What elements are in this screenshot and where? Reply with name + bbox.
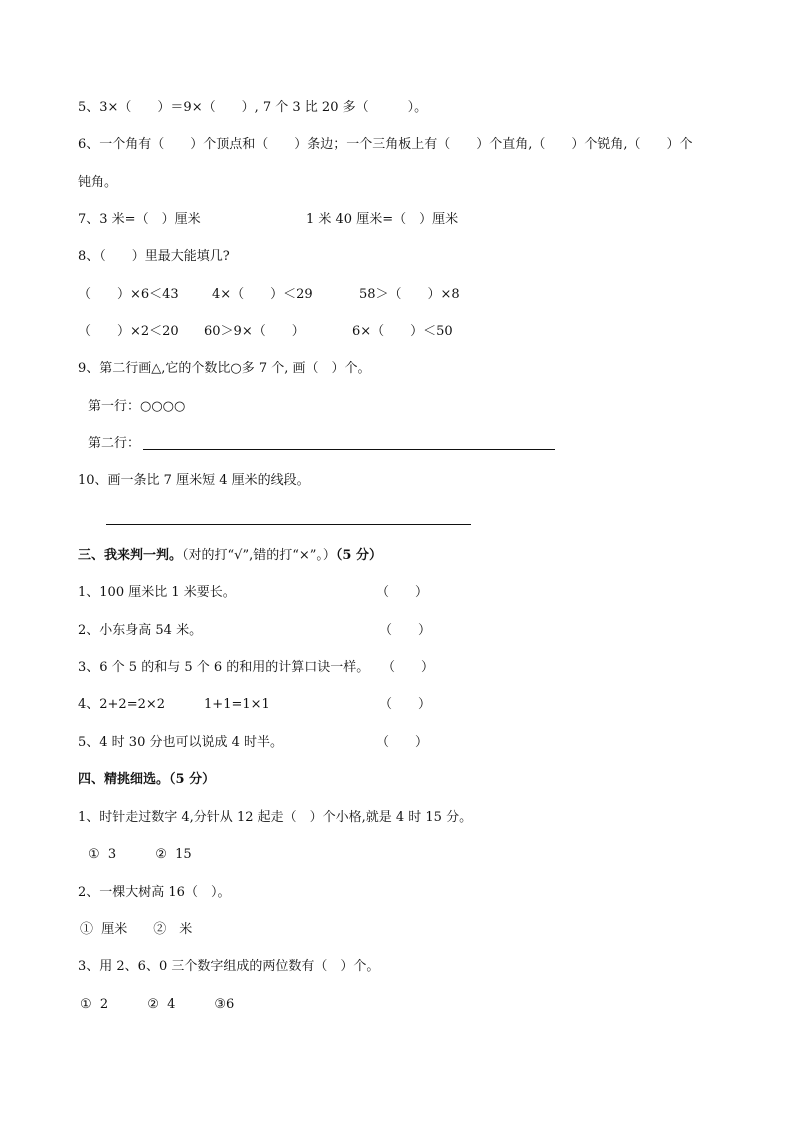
judge-item-2: 2、小东身高 54 米。 (78, 623, 203, 638)
question-5: 5、3×（ ）＝9×（ ）, 7 个 3 比 20 多（ ）。 (78, 100, 428, 115)
question-7-part-a: 7、3 米=（ ）厘米 (78, 212, 201, 227)
section-3-heading (78, 548, 382, 564)
judge-item-4: 4、2+2=2×2 1+1=1×1 (78, 697, 270, 712)
section-4-title: 四、精挑细选。（5 分） (78, 772, 216, 787)
drawing-line-segment[interactable] (106, 524, 471, 525)
question-9: 9、第二行画△,它的个数比○多 7 个, 画（ ）个。 (78, 361, 371, 376)
choose-question-3: 3、用 2、6、0 三个数字组成的两位数有（ ）个。 (78, 959, 380, 974)
question-9-row-1: 第一行：○○○○ (88, 399, 186, 414)
section-3-note: （对的打“√”,错的打“×”。） (182, 548, 336, 563)
question-8-row2-b: 60＞9×（ ） (204, 324, 305, 339)
drawing-line-row-2[interactable] (143, 449, 555, 450)
judge-paren-4[interactable]: （ ） (379, 697, 432, 712)
judge-paren-1[interactable]: （ ） (376, 585, 429, 600)
choose-question-1: 1、时针走过数字 4,分针从 12 起走（ ）个小格,就是 4 时 15 分。 (78, 810, 473, 825)
question-9-row-2: 第二行： (88, 436, 141, 451)
section-3-title: 三、我来判一判。 (78, 548, 183, 563)
judge-item-3: 3、6 个 5 的和与 5 个 6 的和用的计算口诀一样。 (78, 660, 370, 675)
question-10: 10、画一条比 7 厘米短 4 厘米的线段。 (78, 473, 310, 488)
question-8-row1-b: 4×（ ）＜29 (212, 287, 313, 302)
question-7-part-b: 1 米 40 厘米=（ ）厘米 (306, 212, 459, 227)
choose-question-2: 2、一棵大树高 16（ ）。 (78, 885, 231, 900)
judge-paren-5[interactable]: （ ） (376, 735, 429, 750)
judge-paren-2[interactable]: （ ） (379, 623, 432, 638)
choose-question-3-options: ① 2 ② 4 ③6 (80, 997, 235, 1012)
question-6-line-2: 钝角。 (78, 175, 118, 190)
judge-paren-3[interactable]: （ ） (382, 660, 435, 675)
question-8-row1-a: （ ）×6＜43 (78, 287, 179, 302)
question-8-row1-c: 58＞（ ）×8 (359, 287, 460, 302)
question-6-line-1: 6、一个角有（ ）个顶点和（ ）条边；一个三角板上有（ ）个直角,（ ）个锐角,（ ）个 (78, 137, 693, 152)
section-3-score: （5 分） (335, 548, 382, 563)
question-8: 8、（ ）里最大能填几? (78, 249, 230, 264)
judge-item-1: 1、100 厘米比 1 米要长。 (78, 585, 236, 600)
choose-question-1-options: ① 3 ② 15 (88, 847, 192, 862)
choose-question-2-options: ① 厘米 ② 米 (80, 922, 193, 937)
judge-item-5: 5、4 时 30 分也可以说成 4 时半。 (78, 735, 284, 750)
question-8-row2-a: （ ）×2＜20 (78, 324, 179, 339)
question-8-row2-c: 6×（ ）＜50 (352, 324, 453, 339)
